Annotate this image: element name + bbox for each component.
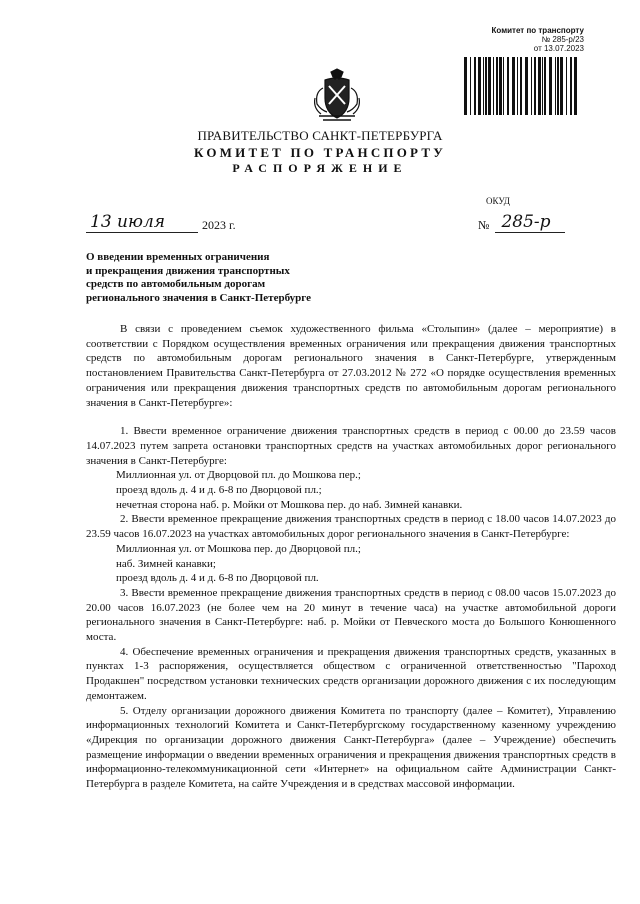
clause-5: 5. Отделу организации дорожного движения Комитета по транспорту (далее – Комитет), Управлению информационных технологий Комитета и Санкт-Петербургскому государственному казенному учреждению «Дирекция по организации дорожного движения Санкт-Петербурга» (далее – Учреждение) обеспечить размещение информации о введении временных ограничения и прекращения движения транспортных средств в информационно-телекоммуникационной сети «Интернет» на официальном сайте Администрации Санкт-Петербурга в разделе Комитета, на сайте Учреждения и в средствах массовой информации. <box>86 704 616 791</box>
okud-label: ОКУД <box>486 196 510 206</box>
barcode-bar <box>499 57 502 115</box>
barcode-bar <box>470 57 471 115</box>
barcode-bar <box>464 57 467 115</box>
clause-4: 4. Обеспечение временных ограничения и прекращения движения транспортных средств, указанных в пунктах 1-3 распоряжения, осуществляется обществом с ограниченной ответственностью "Пароход Продакшен" посредством установки технических средств организации дорожного движения с их последующим демонтажем. <box>86 645 616 702</box>
barcode <box>462 57 580 115</box>
barcode-bar <box>542 57 543 115</box>
barcode-bar <box>520 57 522 115</box>
document-body <box>86 322 616 792</box>
barcode-bar <box>474 57 476 115</box>
barcode-bar <box>538 57 541 115</box>
document-type-title: РАСПОРЯЖЕНИЕ <box>232 161 408 175</box>
barcode-bar <box>496 57 498 115</box>
handwritten-number: 285-р <box>501 212 551 232</box>
barcode-bar <box>555 57 556 115</box>
barcode-bar <box>549 57 552 115</box>
government-title: ПРАВИТЕЛЬСТВО САНКТ-ПЕТЕРБУРГА <box>197 128 443 143</box>
clause-2-item: наб. Зимней канавки; <box>116 557 216 570</box>
barcode-bar <box>517 57 518 115</box>
barcode-bar <box>483 57 484 115</box>
barcode-bar <box>485 57 487 115</box>
clause-2: 2. Ввести временное прекращение движения транспортных средств в период с 18.00 часов 14.07.2023 до 23.59 часов 16.07.2023 на участках автомобильных дорог регионального значения в Санкт-Петербурге: <box>86 513 616 541</box>
document-date <box>86 212 236 233</box>
clause-1-item: Миллионная ул. от Дворцовой пл. до Мошкова пер.; <box>116 469 361 482</box>
coat-of-arms-emblem <box>311 68 363 124</box>
stamp-line-committee: Комитет по транспорту <box>491 26 584 35</box>
clause-1-item: проезд вдоль д. 4 и д. 6-8 по Дворцовой пл.; <box>116 484 322 497</box>
clause-2-item: проезд вдоль д. 4 и д. 6-8 по Дворцовой пл. <box>116 572 319 585</box>
barcode-bar <box>488 57 491 115</box>
date-year: 2023 г. <box>202 218 236 232</box>
barcode-bar <box>534 57 536 115</box>
clause-3: 3. Ввести временное прекращение движения транспортных средств в период с 08.00 часов 15.07.2023 до 20.00 часов 16.07.2023 (не более чем на 20 минут в течение часа) на участке автомобильной дороги регионального значения в Санкт-Петербурге: наб. р. Мойки от Певческого моста до Большого Конюшенного моста. <box>86 586 616 644</box>
document-subject <box>86 251 346 305</box>
subject-line: и прекращения движения транспортных <box>86 264 290 277</box>
barcode-bar <box>512 57 515 115</box>
barcode-bar <box>507 57 509 115</box>
subject-line: регионального значения в Санкт-Петербурге <box>86 291 311 304</box>
stamp-line-number: № 285-р/23 <box>541 35 584 44</box>
barcode-bar <box>560 57 563 115</box>
clause-1: 1. Ввести временное ограничение движения транспортных средств в период с 00.00 до 23.59 часов 14.07.2023 путем запрета остановки транспортных средств на участках автомобильных дорог регионального значения в Санкт-Петербурге: <box>86 425 616 467</box>
clause-2-item: Миллионная ул. от Мошкова пер. до Дворцовой пл.; <box>116 542 361 555</box>
preamble-paragraph: В связи с проведением съемок художественного фильма «Столыпин» (далее – мероприятие) в соответствии с Порядком осуществления временных ограничения или прекращения движения транспортных средств по автомобильным дорогам регионального значения в Санкт-Петербурге, утвержденным постановлением Правительства Санкт-Петербурга от 27.03.2012 № 272 «О порядке осуществления временных ограничения или прекращения движения транспортных средств по автомобильным дорогам регионального значения в Санкт-Петербурге»: <box>86 323 616 409</box>
barcode-bar <box>531 57 532 115</box>
registration-stamp <box>472 26 584 53</box>
barcode-bar <box>544 57 546 115</box>
document-number <box>478 212 565 233</box>
barcode-bar <box>525 57 528 115</box>
subject-line: О введении временных ограничения <box>86 251 270 263</box>
handwritten-date: 13 июля <box>90 212 166 232</box>
clause-1-item: нечетная сторона наб. р. Мойки от Мошкова пер. до наб. Зимней канавки. <box>116 498 463 511</box>
barcode-bar <box>574 57 577 115</box>
subject-line: средств по автомобильным дорогам <box>86 278 266 290</box>
committee-title: КОМИТЕТ ПО ТРАНСПОРТУ <box>194 145 446 160</box>
barcode-bar <box>503 57 504 115</box>
stamp-line-date: от 13.07.2023 <box>533 44 584 53</box>
barcode-bar <box>493 57 494 115</box>
barcode-bar <box>557 57 559 115</box>
barcode-bar <box>570 57 572 115</box>
number-sign: № <box>478 218 490 232</box>
barcode-bar <box>478 57 481 115</box>
barcode-bar <box>566 57 567 115</box>
